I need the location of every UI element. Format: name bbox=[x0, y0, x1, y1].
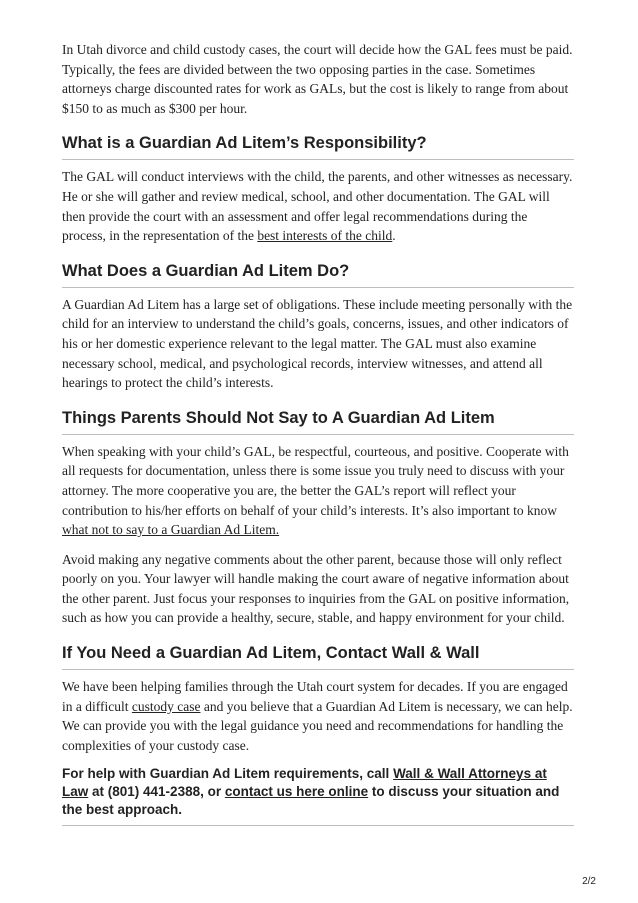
what-gal-does-paragraph: A Guardian Ad Litem has a large set of obligations. These include meeting personally with the child for an interview to understand the child’s goals, concerns, issues, and other indicators of his or her domestic experience relevant to the legal matter. The GAL must also examine necessary school, medical, and psychological records, interview witnesses, and attend all hearings to protect the child’s interests. bbox=[62, 296, 573, 391]
paragraph-text: We have been helping families through the Utah court system for decades. If you are engaged in a difficult bbox=[62, 679, 568, 714]
article-body bbox=[62, 40, 574, 826]
page-number: 2/2 bbox=[582, 876, 596, 887]
heading-what-not-to-say: Things Parents Should Not Say to A Guardian Ad Litem bbox=[62, 408, 574, 435]
heading-gal-responsibility: What is a Guardian Ad Litem’s Responsibility? bbox=[62, 133, 574, 160]
wall-wall-attorneys-link[interactable]: Wall & Wall Attorneys at Law bbox=[62, 766, 547, 800]
what-not-to-say-paragraph-1 bbox=[62, 442, 574, 540]
custody-case-link[interactable]: custody case bbox=[131, 698, 201, 714]
cta-text: to discuss your situation and the best approach. bbox=[62, 784, 560, 818]
call-to-action bbox=[62, 765, 574, 826]
heading-contact-wall-wall: If You Need a Guardian Ad Litem, Contact Wall & Wall bbox=[62, 643, 574, 670]
contact-paragraph bbox=[62, 677, 574, 755]
heading-what-gal-does: What Does a Guardian Ad Litem Do? bbox=[62, 261, 574, 288]
cta-text: at (801) 441-2388, or bbox=[88, 784, 225, 800]
best-interests-link[interactable]: best interests of the child bbox=[257, 228, 393, 244]
paragraph-text: . bbox=[392, 228, 396, 244]
cta-text: For help with Guardian Ad Litem requirements, call bbox=[62, 766, 394, 782]
what-not-to-say-paragraph-2: Avoid making any negative comments about the other parent, because those will only reflect poorly on you. Your lawyer will handle making the court aware of negative information about the other parent. Just focus your responses to inquiries from the GAL on positive information, such as how you can provide a healthy, secure, stable, and happy environment for your child. bbox=[62, 551, 570, 626]
what-not-to-say-link[interactable]: what not to say to a Guardian Ad Litem. bbox=[62, 522, 280, 538]
contact-us-online-link[interactable]: contact us here online bbox=[224, 784, 369, 800]
intro-paragraph: In Utah divorce and child custody cases, the court will decide how the GAL fees must be paid. Typically, the fees are divided between the two opposing parties in the case. Sometimes attorneys charge discounted rates for work as GALs, but the cost is likely to range from about $150 to as much as $300 per hour. bbox=[62, 42, 573, 116]
paragraph-text: and you believe that a Guardian Ad Litem is necessary, we can help. We can provide you with the legal guidance you need and recommendations for handling the complexities of your custody case. bbox=[62, 698, 573, 753]
paragraph-text: When speaking with your child’s GAL, be respectful, courteous, and positive. Cooperate with all requests for documentation, unless there is some issue you truly need to discuss with your attorney. The more cooperative you are, the better the GAL’s report will reflect your contribution to his/her efforts on behalf of your child’s interests. It’s also important to know bbox=[62, 443, 569, 518]
paragraph-text: The GAL will conduct interviews with the child, the parents, and other witnesses as necessary. He or she will gather and review medical, school, and other documentation. The GAL will then provide the court with an assessment and offer legal recommendations during the process, in the representation of the bbox=[62, 169, 573, 244]
gal-responsibility-paragraph bbox=[62, 167, 574, 245]
